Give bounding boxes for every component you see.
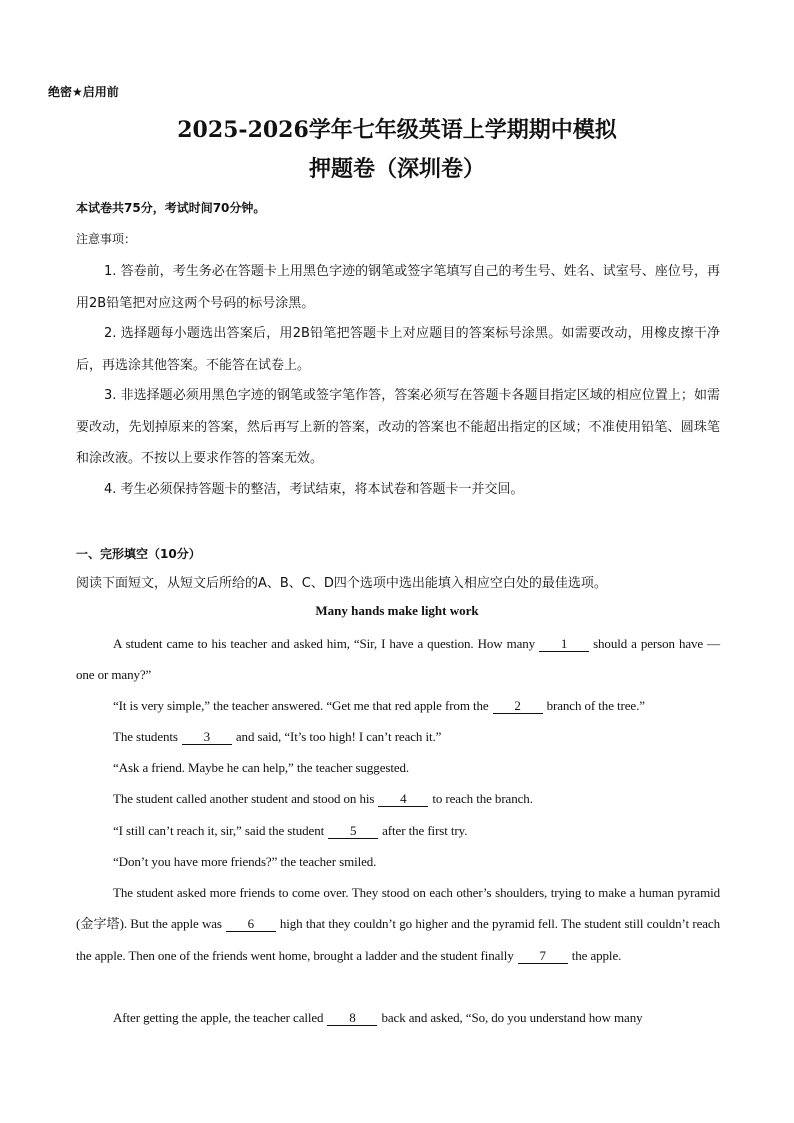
passage-text: The students [113,729,178,744]
passage-paragraph: “Ask a friend. Maybe he can help,” the teacher suggested. [113,760,410,775]
blank-1: 1 [539,637,589,652]
passage-text: after the first try. [382,823,468,838]
exam-title-line1: 2025-2026学年七年级英语上学期期中模拟 [177,117,617,143]
passage-paragraph [76,628,720,691]
passage-text: “It is very simple,” the teacher answered. “Get me that red apple from the [113,698,489,713]
passage-text: A student came to his teacher and asked him, “Sir, I have a question. How many [113,636,536,651]
section-instruction: 阅读下面短文，从短文后所给的A、B、C、D四个选项中选出能填入相应空白处的最佳选项。 [76,576,607,591]
section-heading: 一、完形填空（10分） [76,547,201,561]
passage-text: and said, “It’s too high! I can’t reach it.” [235,729,442,744]
blank-3: 3 [182,730,232,745]
note-item: 1. 答卷前，考生务必在答题卡上用黑色字迹的钢笔或签字笔填写自己的考生号、姓名、试室号、座位号，再用2B铅笔把对应这两个号码的标号涂黑。 [76,264,720,311]
notes-heading: 注意事项： [76,232,137,246]
exam-title-line2: 押题卷（深圳卷） [308,156,485,182]
passage-text: to reach the branch. [432,791,533,806]
note-item: 3. 非选择题必须用黑色字迹的钢笔或签字笔作答，答案必须写在答题卡各题目指定区域的相应位置上；如需要改动，先划掉原来的答案，然后再写上新的答案，改动的答案也不能超出指定的区域；不准使用铅笔、圆珠笔和涂改液。不按以上要求作答的答案无效。 [76,388,720,466]
note-item: 4. 考生必须保持答题卡的整洁，考试结束，将本试卷和答题卡一并交回。 [104,482,524,497]
passage-text: “I still can’t reach it, sir,” said the student [113,823,325,838]
blank-6: 6 [226,917,276,932]
passage-text: After getting the apple, the teacher called [113,1010,324,1025]
passage-paragraph [76,783,720,814]
passage-text: the apple. [571,947,622,963]
passage-text: The student asked more friends to come over. They stood on each other’s shoulders, trying to make a human pyramid (金字塔). But the apple was [76,885,720,932]
passage-paragraph [76,690,720,721]
blank-5: 5 [328,824,378,839]
blank-7: 7 [518,949,568,964]
blank-4: 4 [378,792,428,807]
blank-2: 2 [493,699,543,714]
passage-paragraph [76,877,720,971]
passage-paragraph [76,1002,720,1033]
passage-text: back and asked, “So, do you understand how many [381,1010,643,1025]
passage-paragraph [76,721,720,752]
passage-text: branch of the tree.” [546,698,645,713]
secret-label: 绝密★启用前 [48,85,119,99]
passage-paragraph [76,815,720,846]
blank-8: 8 [327,1011,377,1026]
exam-info: 本试卷共75分，考试时间70分钟。 [76,201,266,215]
passage-paragraph: “Don’t you have more friends?” the teacher smiled. [113,854,377,869]
passage-text: The student called another student and stood on his [113,791,375,806]
note-item: 2. 选择题每小题选出答案后，用2B铅笔把答题卡上对应题目的答案标号涂黑。如需要改动，用橡皮擦干净后，再选涂其他答案。不能答在试卷上。 [76,326,720,373]
passage-text: should a person have — one or many?” [76,636,720,683]
passage-title: Many hands make light work [315,603,479,618]
passage-text: high that they couldn’t go higher and the pyramid fell. The student still couldn’t reach the apple. Then one of the friends went home, brought a ladder and the student finally [76,916,720,963]
